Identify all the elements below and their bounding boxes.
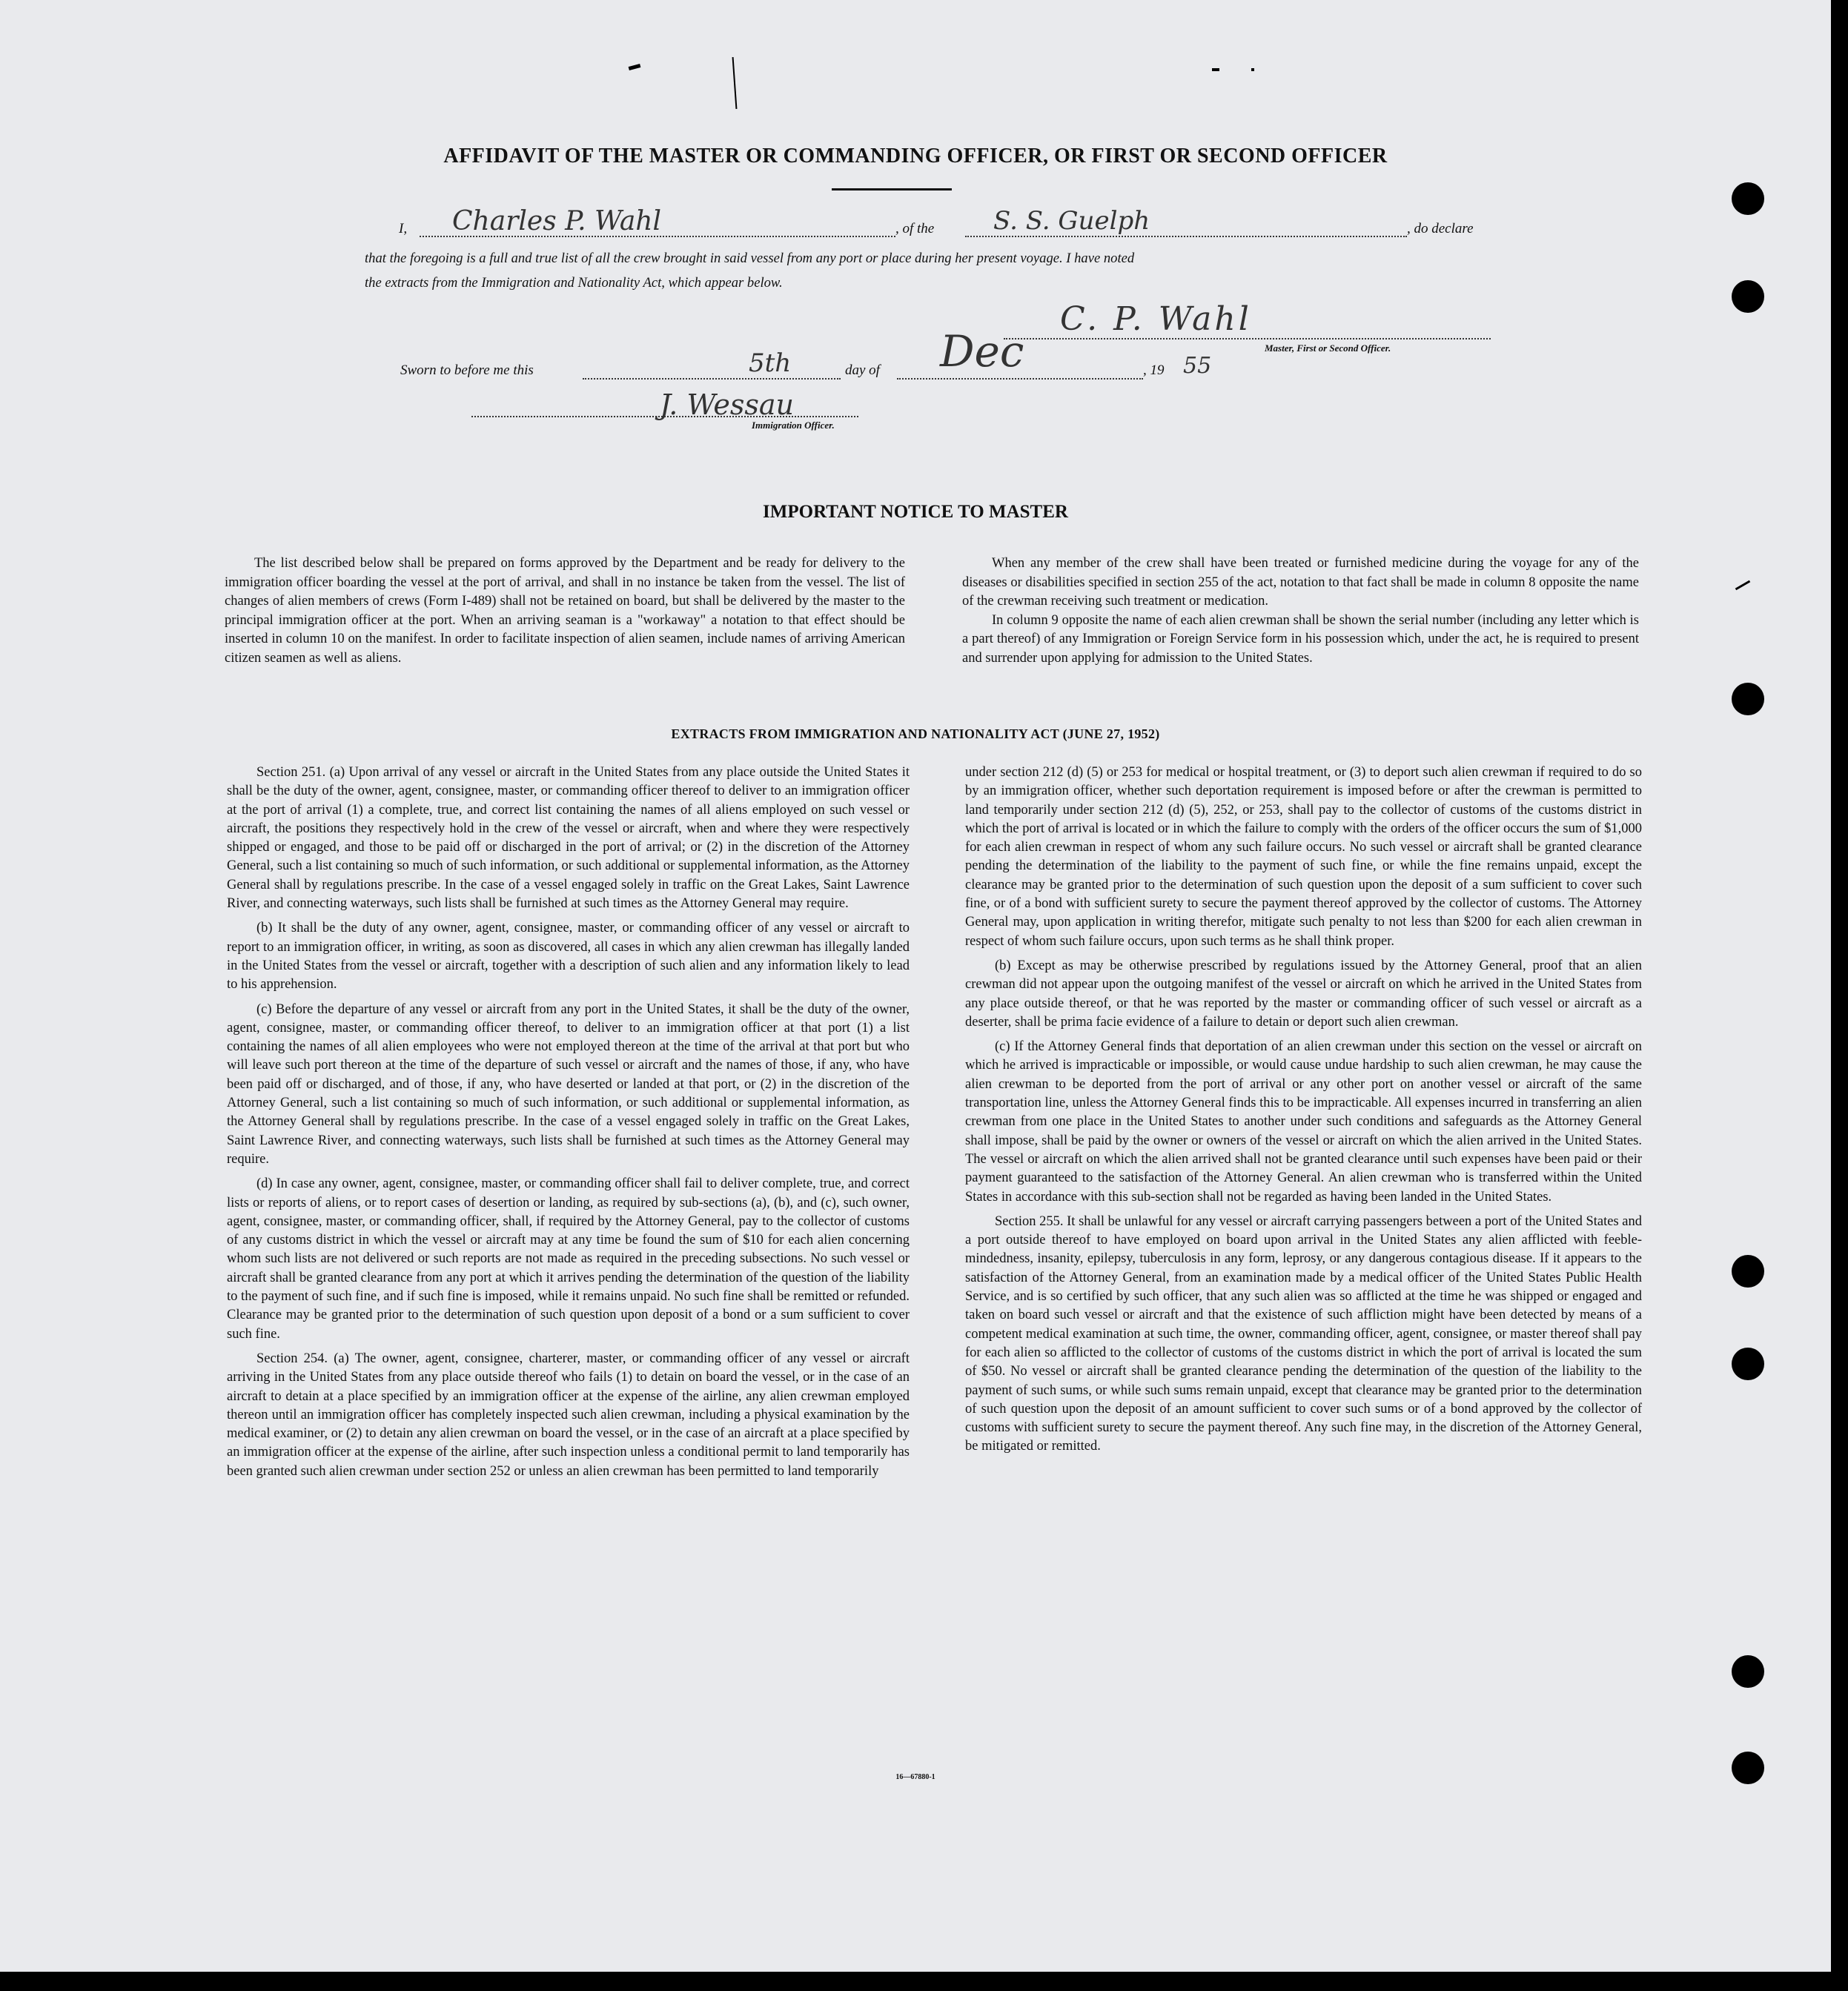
notice-paragraph: In column 9 opposite the name of each alien crewman shall be shown the serial number (including any letter which is a part thereof) of any Immigration or Foreign Service form in his possession which, under the act, he is required to present and surrender upon applying for admission to the United States. xyxy=(962,612,1639,666)
declarant-name-handwritten: Charles P. Wahl xyxy=(452,206,661,236)
scan-mark xyxy=(732,57,738,109)
sworn-day-handwritten: 5th xyxy=(749,348,792,378)
punch-hole xyxy=(1732,182,1764,215)
title-divider xyxy=(832,188,952,191)
punch-hole xyxy=(1732,280,1764,313)
notice-right-column xyxy=(962,554,1639,675)
master-signature-blank xyxy=(1004,338,1491,339)
punch-hole xyxy=(1732,1655,1764,1688)
scan-mark xyxy=(1251,68,1254,71)
punch-hole xyxy=(1732,683,1764,715)
scan-mark xyxy=(1212,68,1219,71)
affidavit-title: AFFIDAVIT OF THE MASTER OR COMMANDING OFFICER, OR FIRST OR SECOND OFFICER xyxy=(443,145,1388,168)
extract-paragraph: Section 254. (a) The owner, agent, consignee, charterer, master, or commanding officer of any vessel or aircraft arriving in the United States from any place outside thereof who fails (1) to detain on board the vessel, or in the case of an aircraft to detain at a place specified by an immigration officer at the expense of the airline, any alien crewman employed thereon until an immigration officer has completely inspected such alien crewman, including a physical examination by the medical examiner, or (2) to detain any alien crewman on board the vessel, or in the case of an aircraft at a place specified by an immigration officer at the expense of the airline, after such inspection unless a conditional permit to land temporarily has been granted such alien crewman under section 252 or unless an alien crewman has been permitted to land temporarily xyxy=(227,1351,910,1479)
extracts-title: EXTRACTS FROM IMMIGRATION AND NATIONALITY ACT (JUNE 27, 1952) xyxy=(671,726,1160,741)
sworn-prefix: Sworn to before me this xyxy=(400,362,534,378)
sworn-month-blank xyxy=(897,378,1143,380)
extracts-left-column xyxy=(227,763,910,1487)
master-signature-handwritten: C. P. Wahl xyxy=(1060,300,1252,338)
notice-paragraph: The list described below shall be prepared on forms approved by the Department and be ready for delivery to the immigration officer boarding the vessel at the port of arrival, and shall in no instance be taken from the vessel. The list of changes of alien members of crews (Form I-489) shall not be retained on board, but shall be delivered by the master to the principal immigration officer at the port. When an arriving seaman is a "workaway" a notation to that effect should be inserted in column 10 on the manifest. In order to facilitate inspection of alien seamen, include names of arriving American citizen seamen as well as aliens. xyxy=(225,556,905,666)
officer-signature-handwritten: J. Wessau xyxy=(660,388,795,421)
scan-mark xyxy=(1735,580,1751,591)
notice-paragraph: When any member of the crew shall have been treated or furnished medicine during the voyage for any of the diseases or disabilities specified in section 255 of the act, notation to that fact shall be made in column 8 opposite the name of the crewman receiving such treatment or medication. xyxy=(962,556,1639,609)
scan-mark xyxy=(629,64,641,70)
vessel-name-blank xyxy=(965,236,1407,237)
extract-paragraph: (b) Except as may be otherwise prescribed by regulations issued by the Attorney General, proof that an alien crewman did not appear upon the outgoing manifest of the vessel or aircraft on which he arrived in the United States from any place outside thereof, or that he was reported by the master or commanding officer of such vessel or aircraft as a deserter, shall be prima facie evidence of a failure to detain or deport such alien crewman. xyxy=(965,958,1642,1030)
declaration-text-line-3: the extracts from the Immigration and Nationality Act, which appear below. xyxy=(365,275,783,291)
day-of-label: day of xyxy=(845,362,880,378)
master-caption: Master, First or Second Officer. xyxy=(1265,342,1391,354)
year-prefix: , 19 xyxy=(1143,362,1165,378)
notice-left-column xyxy=(225,554,905,675)
officer-caption: Immigration Officer. xyxy=(752,420,835,431)
vessel-name-handwritten: S. S. Guelph xyxy=(993,206,1150,236)
declaration-text-line-2: that the foregoing is a full and true list of all the crew brought in said vessel from any port or place during her present voyage. I have noted xyxy=(365,251,1135,266)
extract-paragraph: under section 212 (d) (5) or 253 for medical or hospital treatment, or (3) to deport such alien crewman if required to do so by an immigration officer, whether such deportation requirement is imposed before or after the crewman is permitted to land temporarily under section 212 (d) (5), 252, or 253, shall pay to the collector of customs of the customs district in which the port of arrival is located or in which the failure to comply with the orders of the officer occurs the sum of $1,000 for each alien crewman in respect of whom any such failure occurs. No such vessel or aircraft shall be granted clearance pending the determination of the liability to the payment of such fine, or while the fine remains unpaid, except the clearance may be granted prior to the determination of such question upon the deposit of a sum sufficient to cover such fine, or of a bond with sufficient surety to secure the payment thereof approved by the collector of customs. The Attorney General may, upon application in writing therefor, mitigate such penalty to not less than $200 for each alien crewman in respect of whom such failure occurs, upon such terms as he shall think proper. xyxy=(965,765,1642,949)
punch-hole xyxy=(1732,1255,1764,1288)
notice-title: IMPORTANT NOTICE TO MASTER xyxy=(763,502,1068,522)
extract-paragraph: Section 255. It shall be unlawful for any vessel or aircraft carrying passengers between a port of the United States and a port outside thereof to have employed on board upon arrival in the United States any alien afflicted with feeble-mindedness, insanity, epilepsy, tuberculosis in any form, leprosy, or any dangerous contagious disease. If it appears to the satisfaction of the Attorney General, from an examination made by a medical officer of the United States Public Health Service, and is so certified by such officer, that any such alien was so afflicted at the time he was shipped or engaged and taken on board such vessel or aircraft and that the existence of such affliction might have been detected by means of a competent medical examination at such time, the owner, commanding officer, agent, consignee, or master thereof shall pay for each alien so afflicted to the collector of customs of the customs district in which the port of arrival is located the sum of $50. No vessel or aircraft shall be granted clearance pending the determination of the question of the liability to the payment of such sums, or while such sums remain unpaid, except that clearance may be granted prior to the determination of such question upon the deposit of an amount sufficient to cover such sums or of a bond approved by the collector of customs with sufficient surety to secure the payment thereof. Any such fine may, in the discretion of the Attorney General, be mitigated or remitted. xyxy=(965,1213,1642,1454)
extract-paragraph: (d) In case any owner, agent, consignee, master, or commanding officer shall fail to deliver complete, true, and correct lists or reports of aliens, or to report cases of desertion or landing, as required by sub-sections (a), (b), and (c), such owner, agent, consignee, master, or commanding officer, shall, if required by the Attorney General, pay to the collector of customs of any customs district in which the vessel or aircraft may at any time be found the sum of $10 for each alien concerning whom such lists are not delivered or such reports are not made as required in the preceding subsections. No such vessel or aircraft shall be granted clearance from any port at which it arrives pending the determination of the question of the liability to the payment of such fine, and if such fine is imposed, while it remains unpaid. No such fine shall be remitted or refunded. Clearance may be granted prior to the determination of such question upon deposit of a bond or a sum sufficient to cover such fine. xyxy=(227,1176,910,1342)
punch-hole xyxy=(1732,1348,1764,1380)
sworn-month-handwritten: Dec xyxy=(940,326,1024,377)
extract-paragraph: (b) It shall be the duty of any owner, agent, consignee, master, or commanding officer of any vessel or aircraft to report to an immigration officer, in writing, as soon as discovered, all cases in which any alien crewman has illegally landed in the United States from the vessel or aircraft, together with a description of such alien and any information likely to lead to his apprehension. xyxy=(227,921,910,993)
year-handwritten: 55 xyxy=(1183,353,1212,379)
do-declare-label: , do declare xyxy=(1407,221,1474,236)
extract-paragraph: Section 251. (a) Upon arrival of any vessel or aircraft in the United States from any place outside the United States it shall be the duty of the owner, agent, consignee, master, or commanding officer thereof to deliver to an immigration officer at the port of arrival (1) a complete, true, and correct list containing the names of all aliens employed on such vessel or aircraft, the positions they respectively hold in the crew of the vessel or aircraft, when and where they were respectively shipped or engaged, and those to be paid off or discharged in the port of arrival; or (2) in the discretion of the Attorney General, such a list containing so much of such information, or such additional or supplemental information, as the Attorney General shall by regulations prescribe. In the case of a vessel engaged solely in traffic on the Great Lakes, Saint Lawrence River, and connecting waterways, such lists shall be furnished at such times as the Attorney General may require. xyxy=(227,765,910,912)
sworn-day-blank xyxy=(583,378,841,380)
extracts-right-column xyxy=(965,763,1642,1462)
extract-paragraph: (c) If the Attorney General finds that deportation of an alien crewman under this section on the vessel or aircraft on which he arrived is impracticable or impossible, or would cause undue hardship to such alien crewman, he may cause the alien crewman to be deported from the port of arrival or any other port on another vessel or aircraft of the same transportation line, unless the Attorney General finds this to be impracticable. All expenses incurred in transferring an alien crewman from one place in the United States to another under such conditions and safeguards as the Attorney General shall impose, shall be paid by the owner or owners of the vessel or aircraft on which the alien arrived in the United States. The vessel or aircraft on which the alien arrived shall not be granted clearance until such expenses have been paid or their payment guaranteed to the satisfaction of the Attorney General. An alien crewman who is transferred within the United States in accordance with this sub-section shall not be regarded as having been landed in the United States. xyxy=(965,1039,1642,1205)
extract-paragraph: (c) Before the departure of any vessel or aircraft from any port in the United States, it shall be the duty of the owner, agent, consignee, master, or commanding officer thereof, to deliver to an immigration officer at that port (1) a list containing the names of all alien employees who were not employed thereon at the time of the arrival at that port but who will leave such port thereon at the time of the departure of such vessel or aircraft and the names of those, if any, who have been paid off or discharged, and of those, if any, who have deserted or landed at that port, or (2) in the discretion of the Attorney General, such a list containing so much of such information, or such additional or supplemental information, as the Attorney General shall by regulations prescribe. In the case of a vessel engaged solely in traffic on the Great Lakes, Saint Lawrence River, and connecting waterways, such lists shall be furnished at such times as the Attorney General may require. xyxy=(227,1001,910,1167)
form-number: 16—67880-1 xyxy=(895,1773,935,1781)
of-the-label: , of the xyxy=(895,221,935,236)
declarant-prefix: I, xyxy=(399,221,408,236)
